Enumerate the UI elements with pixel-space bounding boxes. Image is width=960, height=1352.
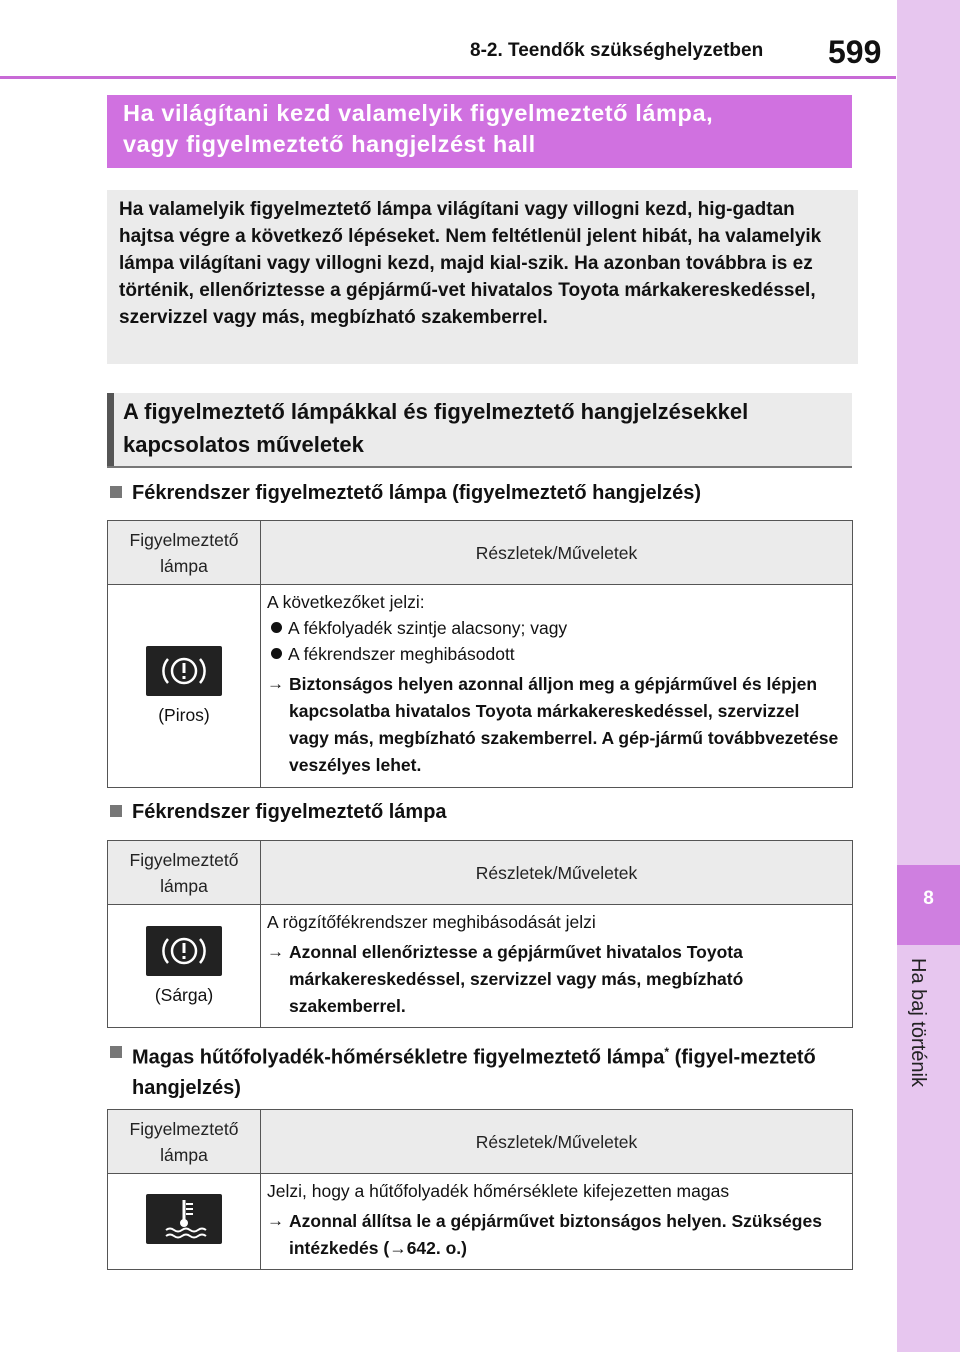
item-heading xyxy=(110,478,701,508)
brake-warning-icon xyxy=(146,646,222,696)
bullet-item xyxy=(267,615,844,641)
arrow-icon: → xyxy=(267,674,284,693)
square-bullet-icon xyxy=(110,1046,122,1058)
item-heading-text: Fékrendszer figyelmeztető lámpa xyxy=(132,801,447,823)
action-text: Biztonságos helyen azonnal álljon meg a gépjárművel és lépjen kapcsolatba hivatalos Toyota márkakereskedéssel, szervizzel vagy más, megbízható szakemberrel. A gép-jármű továbbvezetése veszélyes lehet. xyxy=(289,674,839,775)
details-intro: Jelzi, hogy a hűtőfolyadék hőmérséklete kifejezetten magas xyxy=(267,1181,730,1201)
page-number: 599 xyxy=(828,34,882,70)
page-heading-line2: vagy figyelmeztető hangjelzést hall xyxy=(123,131,536,157)
section-heading-underline xyxy=(107,466,852,468)
header-lamp-line2: lámpa xyxy=(160,1144,208,1165)
square-bullet-icon xyxy=(110,805,122,817)
brake-warning-icon xyxy=(146,926,222,976)
header-lamp-line2: lámpa xyxy=(160,555,208,576)
action-text-main: Azonnal állítsa le a gépjárművet biztonságos helyen. Szükséges intézkedés ( xyxy=(289,1211,822,1258)
header-lamp-line1: Figyelmeztető xyxy=(129,849,239,870)
item-heading-main: Magas hűtőfolyadék-hőmérsékletre figyelmeztető lámpa xyxy=(132,1046,665,1069)
lamp-cell xyxy=(108,585,261,788)
page-heading xyxy=(123,98,843,160)
arrow-icon: → xyxy=(267,942,284,961)
header-divider xyxy=(0,76,896,79)
page-ref-arrow-icon: → xyxy=(389,1238,407,1258)
details-cell xyxy=(261,585,853,788)
section-heading xyxy=(123,395,843,461)
warning-table xyxy=(107,840,853,1028)
details-intro: A következőket jelzi: xyxy=(267,592,425,612)
table-header-lamp xyxy=(108,521,261,585)
warning-table xyxy=(107,520,853,788)
details-cell xyxy=(261,905,853,1028)
section-heading-line1: A figyelmeztető lámpákkal és figyelmeztető hangjelzésekkel xyxy=(123,399,749,424)
table-header-details: Részletek/Műveletek xyxy=(261,841,853,905)
action-item xyxy=(267,939,844,1020)
action-item xyxy=(267,1208,844,1262)
chapter-tab-strip xyxy=(897,0,960,1352)
item-heading-text xyxy=(132,1037,830,1103)
lamp-color-label: (Piros) xyxy=(158,705,210,725)
arrow-icon: → xyxy=(267,1211,284,1230)
header-lamp-line1: Figyelmeztető xyxy=(129,529,239,550)
item-heading-suffix: (figyel-meztető hangjelzés) xyxy=(132,1046,816,1099)
action-text: Azonnal ellenőriztesse a gépjárművet hivatalos Toyota márkakereskedéssel, szervizzel vagy más, megbízható szakemberrel. xyxy=(289,942,744,1016)
dot-bullet-icon xyxy=(271,622,282,633)
section-title: 8-2. Teendők szükséghelyzetben xyxy=(470,40,764,61)
item-heading xyxy=(110,1037,830,1103)
bullet-text: A fékfolyadék szintje alacsony; vagy xyxy=(288,618,568,638)
square-bullet-icon xyxy=(110,486,122,498)
details-cell xyxy=(261,1174,853,1270)
details-intro: A rögzítőfékrendszer meghibásodását jelzi xyxy=(267,912,596,932)
header-lamp-line2: lámpa xyxy=(160,875,208,896)
page-reference[interactable]: 642. o.) xyxy=(406,1238,467,1258)
action-text xyxy=(289,1208,844,1262)
header-lamp-line1: Figyelmeztető xyxy=(129,1118,239,1139)
table-header-details: Részletek/Műveletek xyxy=(261,1110,853,1174)
warning-table xyxy=(107,1109,853,1270)
section-heading-line2: kapcsolatos műveletek xyxy=(123,432,364,457)
table-header-details: Részletek/Műveletek xyxy=(261,521,853,585)
lamp-cell xyxy=(108,905,261,1028)
dot-bullet-icon xyxy=(271,648,282,659)
item-heading-text: Fékrendszer figyelmeztető lámpa (figyelmeztető hangjelzés) xyxy=(132,482,702,504)
footnote-marker: * xyxy=(664,1045,670,1059)
chapter-number: 8 xyxy=(923,888,934,909)
page-heading-line1: Ha világítani kezd valamelyik figyelmeztető lámpa, xyxy=(123,100,714,126)
item-heading xyxy=(110,797,447,827)
lamp-color-label: (Sárga) xyxy=(154,985,214,1005)
lamp-cell xyxy=(108,1174,261,1270)
table-header-lamp xyxy=(108,841,261,905)
bullet-text: A fékrendszer meghibásodott xyxy=(288,644,515,664)
action-item xyxy=(267,671,844,779)
chapter-label: Ha baj történik xyxy=(907,958,929,1087)
bullet-item xyxy=(267,641,844,667)
intro-text: Ha valamelyik figyelmeztető lámpa világítani vagy villogni kezd, hig-gadtan hajtsa végre a következő lépéseket. Nem feltétlenül jelent hibát, ha valamelyik lámpa világítani vagy villogni kezd, majd kial-szik. Ha azonban továbbra is ez történik, ellenőriztesse a gépjármű-vet hivatalos Toyota márkakereskedéssel, szervizzel vagy más, megbízható szakemberrel. xyxy=(119,199,822,328)
coolant-temperature-icon xyxy=(146,1194,222,1244)
table-header-lamp xyxy=(108,1110,261,1174)
